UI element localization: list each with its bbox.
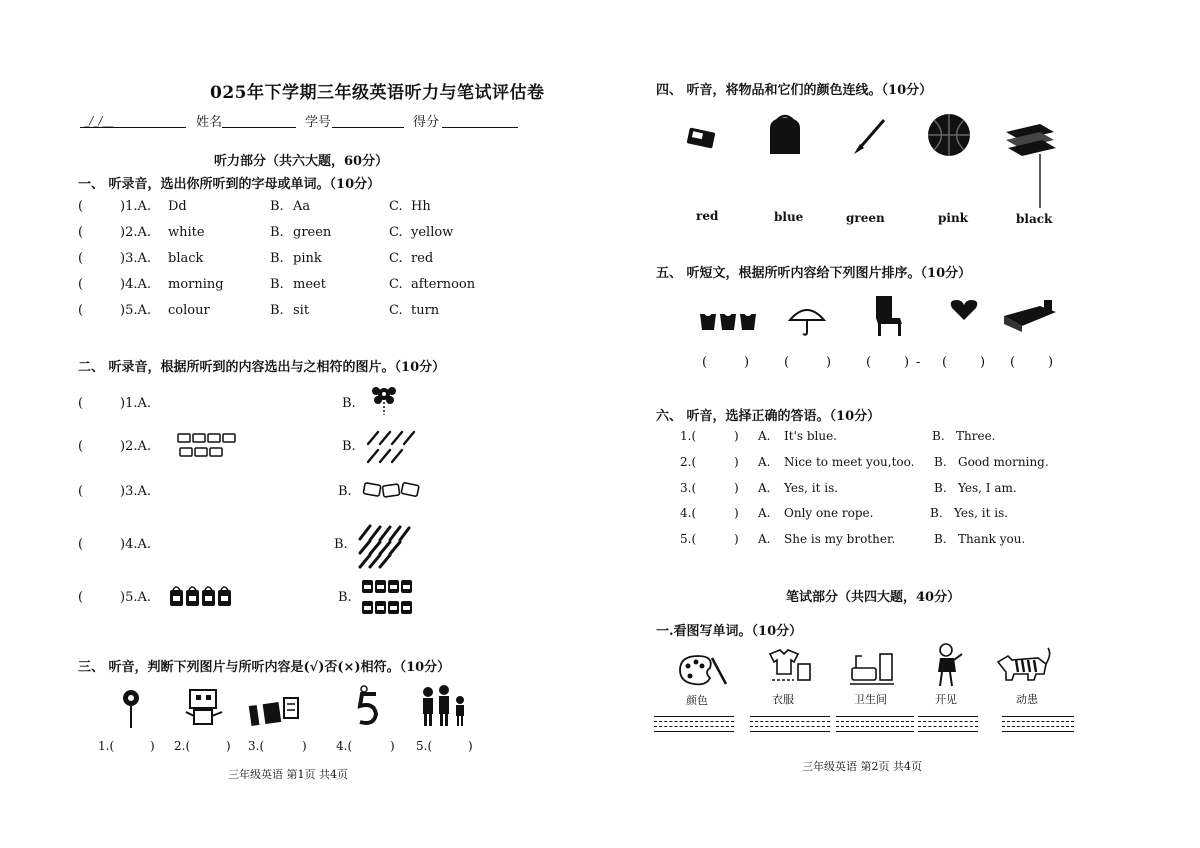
option-a-label: A. (758, 506, 771, 520)
answer-paren[interactable]: ( (78, 225, 84, 240)
section2-title: 二、 听录音，根据所听到的内容选出与之相符的图片。（10分） (78, 360, 446, 375)
umbrella-icon (788, 306, 826, 338)
answer-close: ) (734, 455, 739, 469)
option-a: Dd (168, 199, 187, 214)
answer-label[interactable]: 1.( (98, 739, 115, 753)
listening-header: 听力部分（共六大题，60分） (214, 154, 389, 169)
picture-caption: 衣服 (772, 693, 794, 706)
option-a: morning (168, 277, 224, 292)
answer-close: ) (734, 429, 739, 443)
option-a-label: A. (758, 429, 771, 443)
answer-paren[interactable]: ( (78, 303, 84, 318)
answer-paren[interactable]: ( (78, 199, 84, 214)
option-a-label: A. (758, 455, 771, 469)
option-b: pink (293, 251, 322, 266)
option-c: yellow (411, 225, 454, 240)
eraser-icon (684, 124, 720, 152)
section4-title: 四、 听音，将物品和它们的颜色连线。（10分） (656, 83, 933, 98)
order-close: ) (980, 355, 986, 370)
section5-title: 五、 听短文，根据所听内容给下列图片排序。（10分） (656, 266, 972, 281)
exam-title: 025年下学期三年级英语听力与笔试评估卷 (210, 83, 545, 103)
option-b-label: B. (342, 396, 356, 411)
answer-close: ) (302, 739, 307, 753)
question-number: )1.A. (120, 396, 151, 411)
answer-paren[interactable]: ( (78, 537, 84, 552)
heart-icon (950, 298, 978, 322)
option-b: Yes, I am. (958, 481, 1017, 495)
lollipop-icon (120, 688, 142, 730)
answer-close: ) (226, 739, 231, 753)
option-a: Only one rope. (784, 506, 874, 520)
color-label[interactable]: green (846, 211, 885, 225)
option-b: green (293, 225, 332, 240)
writing-line-3[interactable] (836, 716, 914, 736)
option-b-label: B. (270, 303, 284, 318)
option-a: white (168, 225, 205, 240)
right-footer: 三年级英语 第2页 共4页 (802, 760, 922, 773)
bags-group-icon (360, 574, 416, 618)
picture-caption: 开见 (935, 693, 957, 706)
option-b-label: B. (270, 277, 284, 292)
option-b-label: B. (932, 429, 945, 443)
number-five-icon (352, 684, 388, 730)
option-b-label: B. (338, 590, 352, 605)
option-b-label: B. (270, 199, 284, 214)
school-bag-icon (762, 114, 808, 158)
student-id-blank[interactable] (332, 127, 404, 128)
answer-label[interactable]: 3.( (248, 739, 265, 753)
option-b-label: B. (338, 484, 352, 499)
order-open[interactable]: ( (1010, 355, 1016, 370)
option-b-label: B. (270, 225, 284, 240)
option-c-label: C. (389, 225, 403, 240)
question-number: )2.A. (120, 439, 151, 454)
question-number[interactable]: 5.( (680, 532, 697, 546)
question-number: )4.A. (120, 537, 151, 552)
clothes-icon (764, 646, 814, 688)
name-blank[interactable] (222, 127, 296, 128)
answer-label[interactable]: 2.( (174, 739, 191, 753)
order-close: ) (826, 355, 832, 370)
bathroom-icon (848, 648, 896, 688)
answer-paren[interactable]: ( (78, 590, 84, 605)
writing-line-4[interactable] (918, 716, 978, 736)
left-footer: 三年级英语 第1页 共4页 (228, 768, 348, 781)
option-b: Three. (956, 429, 996, 443)
option-c: afternoon (411, 277, 476, 292)
answer-close: ) (150, 739, 155, 753)
option-c: turn (411, 303, 440, 318)
section3-title: 三、 听音，判断下列图片与所听内容是(√)否(×)相符。（10分） (78, 660, 451, 675)
header-mark: _/_/__ (84, 114, 114, 127)
order-open[interactable]: ( (942, 355, 948, 370)
question-number: )2.A. (120, 225, 151, 240)
answer-close: ) (734, 481, 739, 495)
writing-line-5[interactable] (1002, 716, 1074, 736)
order-close: ) (904, 355, 910, 370)
option-b-label: B. (334, 537, 348, 552)
option-b: Yes, it is. (954, 506, 1009, 520)
option-c: Hh (411, 199, 431, 214)
score-blank[interactable] (442, 127, 518, 128)
student-id-label: 学号 (305, 115, 332, 130)
question-number[interactable]: 3.( (680, 481, 697, 495)
order-open[interactable]: ( (784, 355, 790, 370)
answer-paren[interactable]: ( (78, 484, 84, 499)
answer-paren[interactable]: ( (78, 439, 84, 454)
name-label: 姓名 (196, 115, 223, 130)
question-number: )5.A. (120, 590, 151, 605)
gift-box-icon (246, 692, 302, 728)
answer-close: ) (468, 739, 473, 753)
question-number: )3.A. (120, 251, 151, 266)
order-open[interactable]: ( (702, 355, 708, 370)
option-b-label: B. (934, 532, 947, 546)
option-c-label: C. (389, 277, 403, 292)
brush-icon (850, 114, 890, 156)
option-b-label: B. (934, 481, 947, 495)
books-icon (362, 480, 422, 502)
option-b: Thank you. (958, 532, 1026, 546)
bags-icon (168, 584, 234, 610)
order-open[interactable]: ( (866, 355, 872, 370)
color-label[interactable]: black (1016, 212, 1053, 226)
question-number[interactable]: 4.( (680, 506, 697, 520)
answer-close: ) (734, 532, 739, 546)
question-number: )3.A. (120, 484, 151, 499)
boy-icon (932, 642, 966, 688)
section6-title: 六、 听音，选择正确的答语。（10分） (656, 409, 881, 424)
connecting-line (1030, 154, 1050, 210)
crayons-icon (356, 523, 412, 569)
question-number: )5.A. (120, 303, 151, 318)
order-close: ) (744, 355, 750, 370)
writing-line-2[interactable] (750, 716, 830, 736)
paint-palette-icon (676, 652, 728, 688)
picture-caption: 颜色 (686, 694, 708, 707)
option-b: Good morning. (958, 455, 1049, 469)
writing1-title: 一.看图写单词。（10分） (656, 624, 803, 639)
flower-icon (366, 382, 402, 416)
color-label[interactable]: red (696, 209, 719, 223)
answer-label[interactable]: 4.( (336, 739, 353, 753)
question-number: )4.A. (120, 277, 151, 292)
answer-paren[interactable]: ( (78, 251, 84, 266)
option-b-label: B. (270, 251, 284, 266)
option-b: meet (293, 277, 326, 292)
answer-close: ) (390, 739, 395, 753)
ball-icon (926, 112, 972, 158)
order-close: ) (1048, 355, 1054, 370)
tiger-icon (994, 644, 1052, 684)
bed-icon (1000, 298, 1060, 334)
option-a: Nice to meet you,too. (784, 455, 915, 469)
question-number[interactable]: 2.( (680, 455, 697, 469)
cups-icon (698, 306, 760, 334)
answer-paren[interactable]: ( (78, 396, 84, 411)
chair-icon (872, 294, 906, 338)
writing-line-1[interactable] (654, 716, 734, 736)
option-b: sit (293, 303, 310, 318)
option-c-label: C. (389, 251, 403, 266)
option-a-label: A. (758, 532, 771, 546)
option-b-label: B. (930, 506, 943, 520)
option-c: red (411, 251, 434, 266)
option-c-label: C. (389, 303, 403, 318)
question-number: )1.A. (120, 199, 151, 214)
school-blank[interactable] (80, 127, 186, 128)
option-b-label: B. (934, 455, 947, 469)
option-a: colour (168, 303, 210, 318)
answer-close: ) (734, 506, 739, 520)
picture-caption: 动患 (1016, 693, 1038, 706)
erasers-icon (176, 432, 242, 462)
answer-paren[interactable]: ( (78, 277, 84, 292)
option-a: It's blue. (784, 429, 837, 443)
color-label[interactable]: blue (774, 210, 804, 224)
option-a: black (168, 251, 204, 266)
family-icon (418, 684, 472, 730)
option-b: Aa (293, 199, 311, 214)
option-a: She is my brother. (784, 532, 896, 546)
option-b-label: B. (342, 439, 356, 454)
color-label[interactable]: pink (938, 211, 968, 225)
section1-title: 一、 听录音，选出你所听到的字母或单词。（10分） (78, 177, 381, 192)
writing-header: 笔试部分（共四大题，40分） (786, 590, 961, 605)
answer-label[interactable]: 5.( (416, 739, 433, 753)
question-number[interactable]: 1.( (680, 429, 697, 443)
picture-caption: 卫生间 (854, 693, 887, 706)
option-a: Yes, it is. (784, 481, 839, 495)
option-c-label: C. (389, 199, 403, 214)
score-label: 得分 (413, 115, 440, 130)
order-dash: - (916, 355, 921, 370)
robot-icon (182, 686, 228, 730)
option-a-label: A. (758, 481, 771, 495)
pencils-icon (364, 428, 418, 466)
